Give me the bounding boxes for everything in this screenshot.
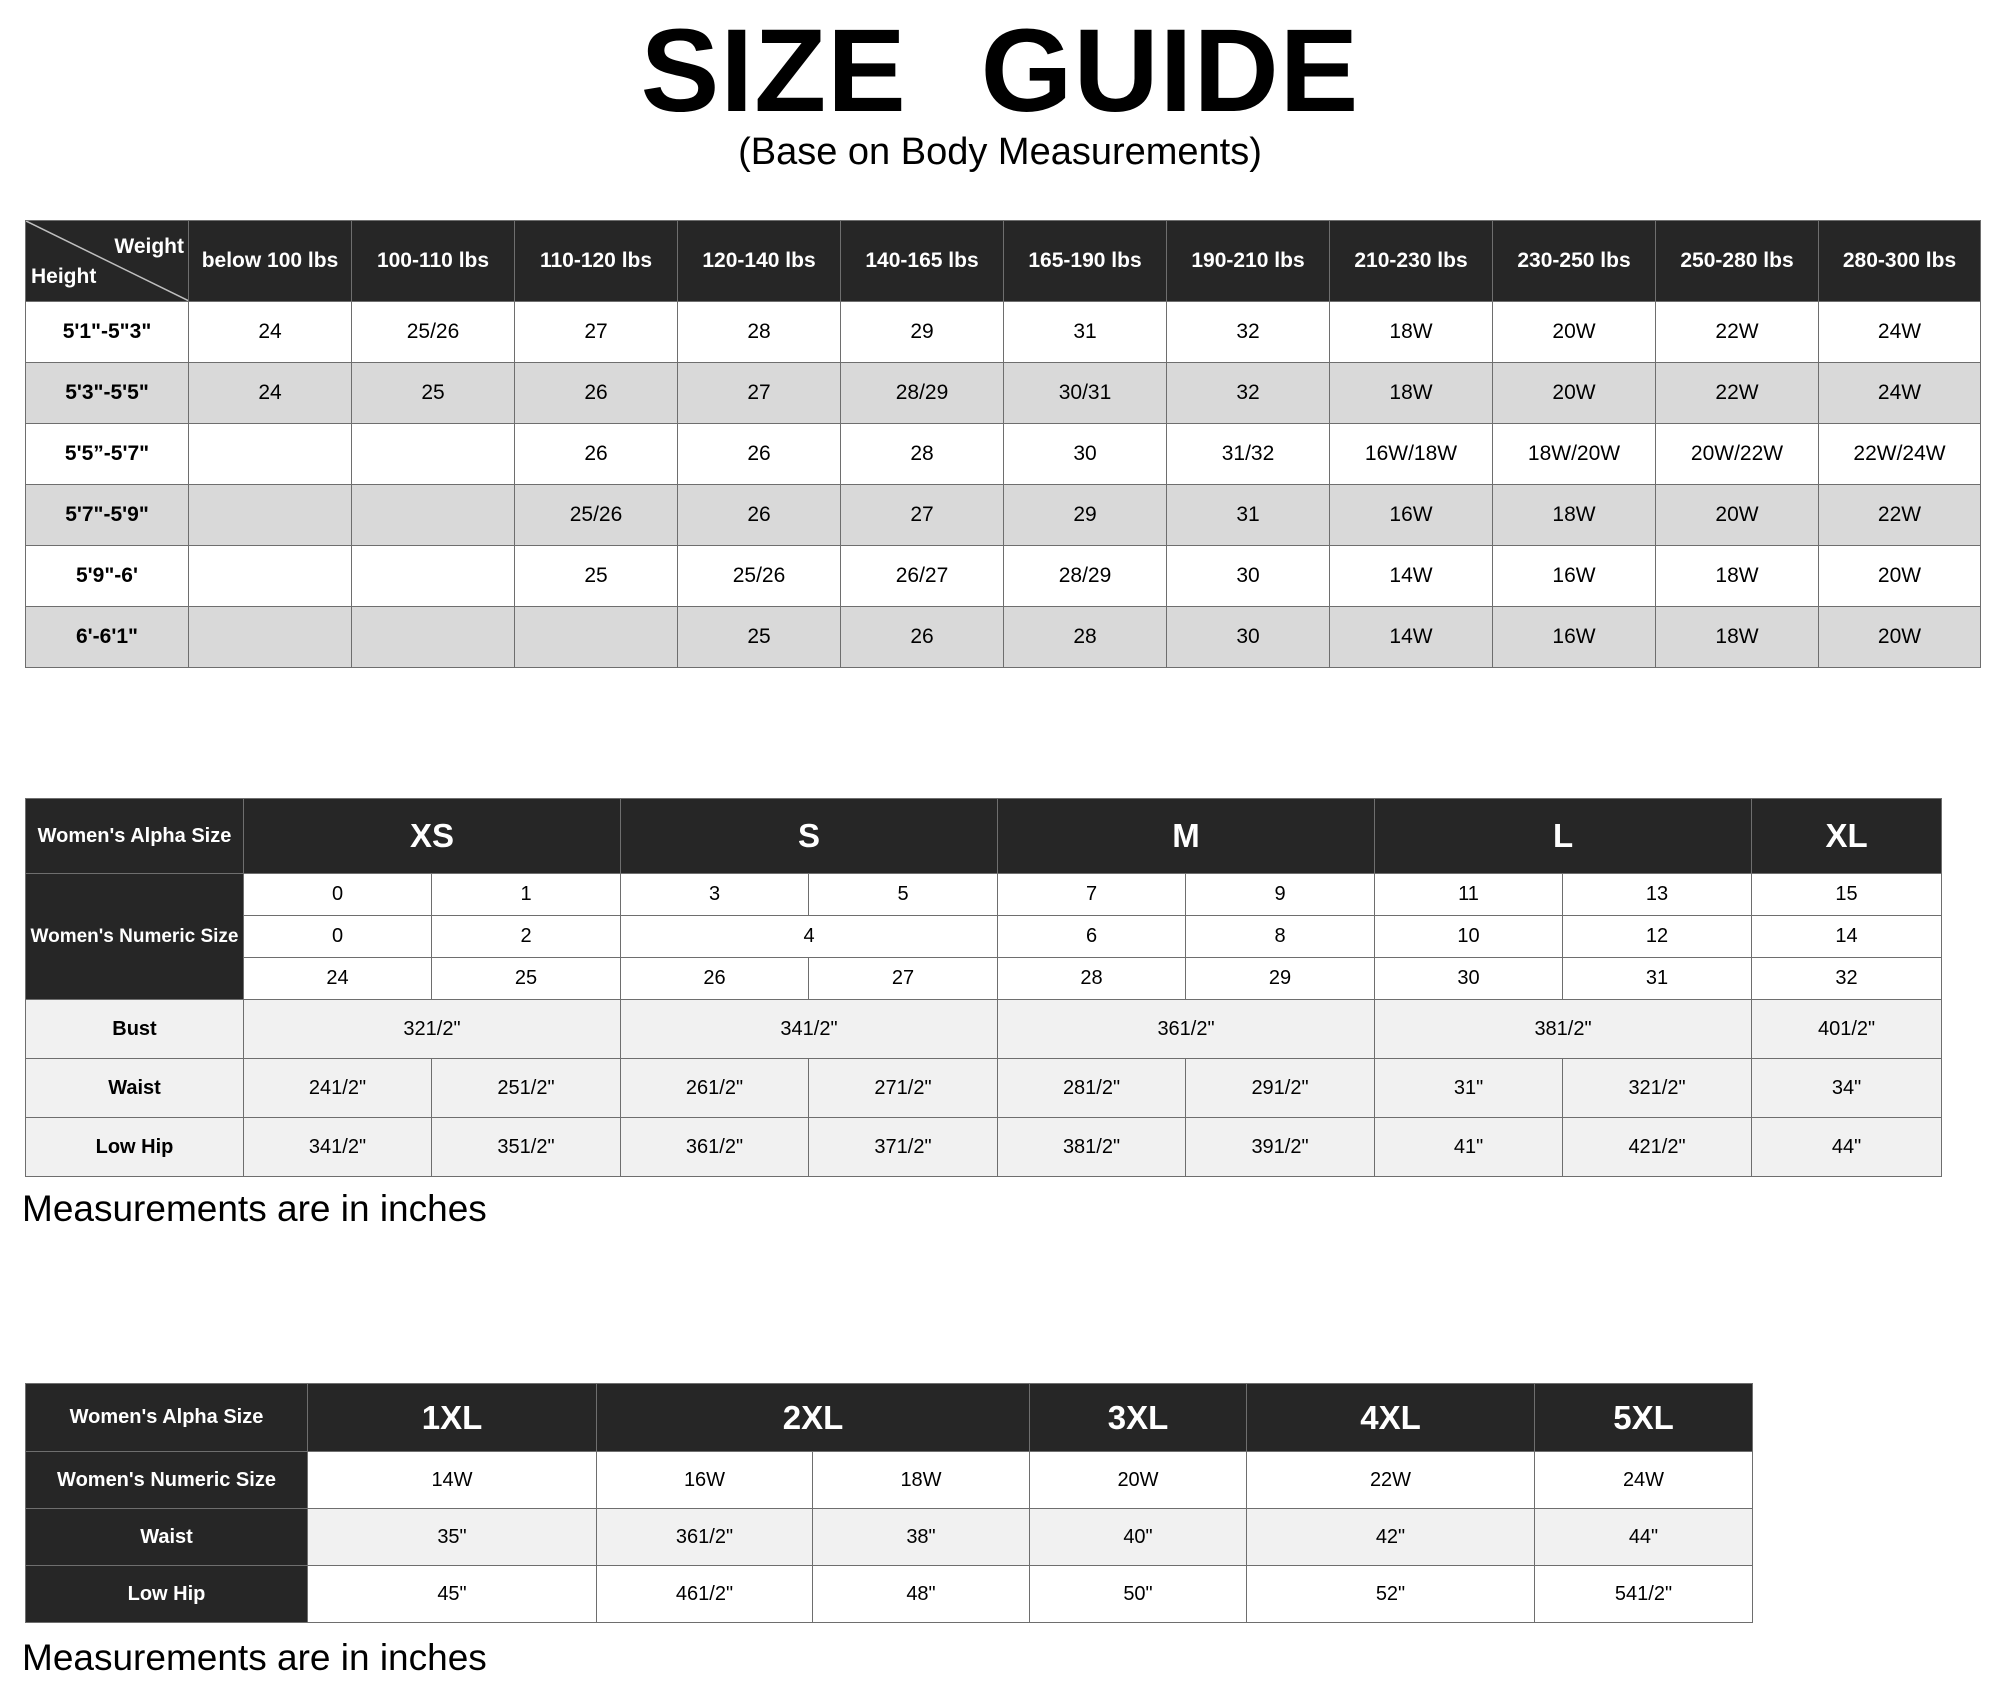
table-row [26, 363, 1981, 424]
size-cell [189, 424, 352, 485]
low-hip-cell: 44" [1752, 1118, 1942, 1177]
weight-header: 250-280 lbs [1656, 221, 1819, 302]
numeric-size-cell: 14W [308, 1452, 597, 1509]
size-cell: 28/29 [1004, 546, 1167, 607]
waist-cell: 31" [1375, 1059, 1563, 1118]
numeric-size-cell: 7 [998, 874, 1186, 916]
table-row [26, 546, 1981, 607]
size-cell: 16W [1493, 546, 1656, 607]
size-cell: 25 [515, 546, 678, 607]
alpha-size-header: L [1375, 799, 1752, 874]
low-hip-label: Low Hip [26, 1566, 308, 1623]
size-cell: 30 [1167, 546, 1330, 607]
numeric-size-cell: 30 [1375, 958, 1563, 1000]
size-cell: 18W [1493, 485, 1656, 546]
size-cell: 18W [1330, 363, 1493, 424]
size-cell: 14W [1330, 607, 1493, 668]
size-cell: 26 [678, 424, 841, 485]
size-cell [189, 546, 352, 607]
size-cell: 24 [189, 302, 352, 363]
size-cell: 22W [1819, 485, 1981, 546]
low-hip-cell: 371/2" [809, 1118, 998, 1177]
numeric-size-cell: 25 [432, 958, 621, 1000]
size-cell: 14W [1330, 546, 1493, 607]
height-label: 5'5”-5'7" [26, 424, 189, 485]
size-cell: 18W [1330, 302, 1493, 363]
low-hip-cell: 381/2" [998, 1118, 1186, 1177]
waist-cell: 281/2" [998, 1059, 1186, 1118]
height-label: 6'-6'1" [26, 607, 189, 668]
size-cell: 28/29 [841, 363, 1004, 424]
numeric-size-label: Women's Numeric Size [26, 1452, 308, 1509]
size-cell [189, 485, 352, 546]
size-cell: 25/26 [515, 485, 678, 546]
bust-cell: 381/2" [1375, 1000, 1752, 1059]
numeric-size-cell: 16W [597, 1452, 813, 1509]
page-subtitle: (Base on Body Measurements) [738, 131, 1262, 173]
bust-cell: 361/2" [998, 1000, 1375, 1059]
size-cell: 16W/18W [1330, 424, 1493, 485]
weight-header: 165-190 lbs [1004, 221, 1167, 302]
alpha-size-label: Women's Alpha Size [26, 1384, 308, 1452]
size-cell: 20W [1819, 546, 1981, 607]
low-hip-cell: 50" [1030, 1566, 1247, 1623]
plus-size-measurement-table [25, 1383, 1753, 1623]
size-cell: 20W [1493, 363, 1656, 424]
table-row [26, 1000, 1942, 1059]
weight-header: below 100 lbs [189, 221, 352, 302]
numeric-size-cell: 26 [621, 958, 809, 1000]
size-cell [352, 485, 515, 546]
numeric-size-cell: 15 [1752, 874, 1942, 916]
low-hip-cell: 461/2" [597, 1566, 813, 1623]
numeric-size-label: Women's Numeric Size [26, 874, 244, 1000]
page-title: SIZE GUIDE [640, 5, 1360, 137]
measurement-note: Measurements are in inches [22, 1188, 487, 1229]
weight-header: 140-165 lbs [841, 221, 1004, 302]
size-cell: 26 [515, 424, 678, 485]
low-hip-cell: 48" [813, 1566, 1030, 1623]
alpha-size-header: M [998, 799, 1375, 874]
numeric-size-cell: 24W [1535, 1452, 1753, 1509]
size-cell: 25 [352, 363, 515, 424]
numeric-size-cell: 2 [432, 916, 621, 958]
low-hip-label: Low Hip [26, 1118, 244, 1177]
height-axis-label: Height [31, 265, 97, 288]
size-cell: 20W/22W [1656, 424, 1819, 485]
alpha-size-header: 4XL [1247, 1384, 1535, 1452]
weight-header: 120-140 lbs [678, 221, 841, 302]
size-cell: 18W [1656, 546, 1819, 607]
alpha-size-header: 2XL [597, 1384, 1030, 1452]
weight-header: 280-300 lbs [1819, 221, 1981, 302]
size-cell: 28 [678, 302, 841, 363]
size-cell: 24W [1819, 363, 1981, 424]
size-cell: 25/26 [352, 302, 515, 363]
size-cell [352, 607, 515, 668]
waist-cell: 34" [1752, 1059, 1942, 1118]
size-cell: 18W/20W [1493, 424, 1656, 485]
waist-cell: 38" [813, 1509, 1030, 1566]
weight-header: 100-110 lbs [352, 221, 515, 302]
waist-cell: 42" [1247, 1509, 1535, 1566]
weight-header: 110-120 lbs [515, 221, 678, 302]
size-cell: 22W [1656, 302, 1819, 363]
size-cell: 26 [678, 485, 841, 546]
alpha-size-label: Women's Alpha Size [26, 799, 244, 874]
size-cell: 30/31 [1004, 363, 1167, 424]
waist-label: Waist [26, 1509, 308, 1566]
size-cell: 30 [1167, 607, 1330, 668]
numeric-size-cell: 29 [1186, 958, 1375, 1000]
numeric-size-cell: 12 [1563, 916, 1752, 958]
numeric-size-cell: 28 [998, 958, 1186, 1000]
table-row [26, 1118, 1942, 1177]
size-cell [515, 607, 678, 668]
alpha-size-header: XS [244, 799, 621, 874]
size-cell: 18W [1656, 607, 1819, 668]
size-cell: 31 [1004, 302, 1167, 363]
waist-cell: 321/2" [1563, 1059, 1752, 1118]
size-cell: 28 [841, 424, 1004, 485]
numeric-size-cell: 20W [1030, 1452, 1247, 1509]
size-cell: 29 [841, 302, 1004, 363]
size-cell: 29 [1004, 485, 1167, 546]
numeric-size-cell: 11 [1375, 874, 1563, 916]
weight-header: 210-230 lbs [1330, 221, 1493, 302]
size-cell: 28 [1004, 607, 1167, 668]
alpha-size-measurement-table [25, 798, 1942, 1177]
size-cell: 26 [841, 607, 1004, 668]
numeric-size-cell: 6 [998, 916, 1186, 958]
bust-cell: 401/2" [1752, 1000, 1942, 1059]
weight-height-corner-header [26, 221, 189, 302]
size-cell: 27 [678, 363, 841, 424]
numeric-size-cell: 0 [244, 874, 432, 916]
numeric-size-cell: 22W [1247, 1452, 1535, 1509]
alpha-size-header: 3XL [1030, 1384, 1247, 1452]
numeric-size-cell: 4 [621, 916, 998, 958]
height-label: 5'7"-5'9" [26, 485, 189, 546]
numeric-size-cell: 10 [1375, 916, 1563, 958]
height-label: 5'3"-5'5" [26, 363, 189, 424]
size-cell: 20W [1656, 485, 1819, 546]
alpha-size-header: 1XL [308, 1384, 597, 1452]
diagonal-divider [26, 221, 189, 301]
waist-cell: 361/2" [597, 1509, 813, 1566]
table-row [26, 916, 1942, 958]
alpha-size-header: S [621, 799, 998, 874]
table-row [26, 1509, 1753, 1566]
waist-cell: 291/2" [1186, 1059, 1375, 1118]
bust-cell: 321/2" [244, 1000, 621, 1059]
table-row [26, 958, 1942, 1000]
low-hip-cell: 361/2" [621, 1118, 809, 1177]
low-hip-cell: 45" [308, 1566, 597, 1623]
low-hip-cell: 351/2" [432, 1118, 621, 1177]
low-hip-cell: 421/2" [1563, 1118, 1752, 1177]
size-cell: 26/27 [841, 546, 1004, 607]
table-row [26, 302, 1981, 363]
numeric-size-cell: 8 [1186, 916, 1375, 958]
size-cell: 27 [841, 485, 1004, 546]
low-hip-cell: 341/2" [244, 1118, 432, 1177]
waist-cell: 44" [1535, 1509, 1753, 1566]
waist-cell: 261/2" [621, 1059, 809, 1118]
numeric-size-cell: 13 [1563, 874, 1752, 916]
size-cell: 24W [1819, 302, 1981, 363]
waist-cell: 271/2" [809, 1059, 998, 1118]
numeric-size-cell: 18W [813, 1452, 1030, 1509]
numeric-size-cell: 27 [809, 958, 998, 1000]
table-row [26, 424, 1981, 485]
low-hip-cell: 541/2" [1535, 1566, 1753, 1623]
size-cell: 20W [1493, 302, 1656, 363]
size-cell: 25/26 [678, 546, 841, 607]
numeric-size-cell: 1 [432, 874, 621, 916]
low-hip-cell: 41" [1375, 1118, 1563, 1177]
weight-axis-label: Weight [114, 235, 184, 258]
low-hip-cell: 52" [1247, 1566, 1535, 1623]
size-cell: 20W [1819, 607, 1981, 668]
height-weight-size-table [25, 220, 1981, 668]
size-cell [352, 424, 515, 485]
table-row [26, 607, 1981, 668]
numeric-size-cell: 32 [1752, 958, 1942, 1000]
numeric-size-cell: 24 [244, 958, 432, 1000]
low-hip-cell: 391/2" [1186, 1118, 1375, 1177]
table-row [26, 1566, 1753, 1623]
numeric-size-cell: 3 [621, 874, 809, 916]
height-label: 5'9"-6' [26, 546, 189, 607]
height-label: 5'1"-5"3" [26, 302, 189, 363]
size-cell: 25 [678, 607, 841, 668]
size-cell: 26 [515, 363, 678, 424]
table-row [26, 874, 1942, 916]
numeric-size-cell: 14 [1752, 916, 1942, 958]
size-cell: 16W [1493, 607, 1656, 668]
waist-label: Waist [26, 1059, 244, 1118]
waist-cell: 40" [1030, 1509, 1247, 1566]
weight-header: 190-210 lbs [1167, 221, 1330, 302]
alpha-size-header: XL [1752, 799, 1942, 874]
size-cell: 16W [1330, 485, 1493, 546]
waist-cell: 251/2" [432, 1059, 621, 1118]
waist-cell: 241/2" [244, 1059, 432, 1118]
table-row [26, 1452, 1753, 1509]
size-cell [352, 546, 515, 607]
size-cell: 27 [515, 302, 678, 363]
waist-cell: 35" [308, 1509, 597, 1566]
numeric-size-cell: 31 [1563, 958, 1752, 1000]
size-cell: 22W/24W [1819, 424, 1981, 485]
size-cell: 22W [1656, 363, 1819, 424]
bust-cell: 341/2" [621, 1000, 998, 1059]
weight-header: 230-250 lbs [1493, 221, 1656, 302]
numeric-size-cell: 9 [1186, 874, 1375, 916]
measurement-note: Measurements are in inches [22, 1637, 487, 1678]
table-row [26, 1059, 1942, 1118]
size-cell: 32 [1167, 302, 1330, 363]
size-cell [189, 607, 352, 668]
table-row [26, 485, 1981, 546]
numeric-size-cell: 5 [809, 874, 998, 916]
numeric-size-cell: 0 [244, 916, 432, 958]
size-cell: 31 [1167, 485, 1330, 546]
size-cell: 24 [189, 363, 352, 424]
size-cell: 31/32 [1167, 424, 1330, 485]
size-cell: 30 [1004, 424, 1167, 485]
alpha-size-header: 5XL [1535, 1384, 1753, 1452]
size-cell: 32 [1167, 363, 1330, 424]
bust-label: Bust [26, 1000, 244, 1059]
